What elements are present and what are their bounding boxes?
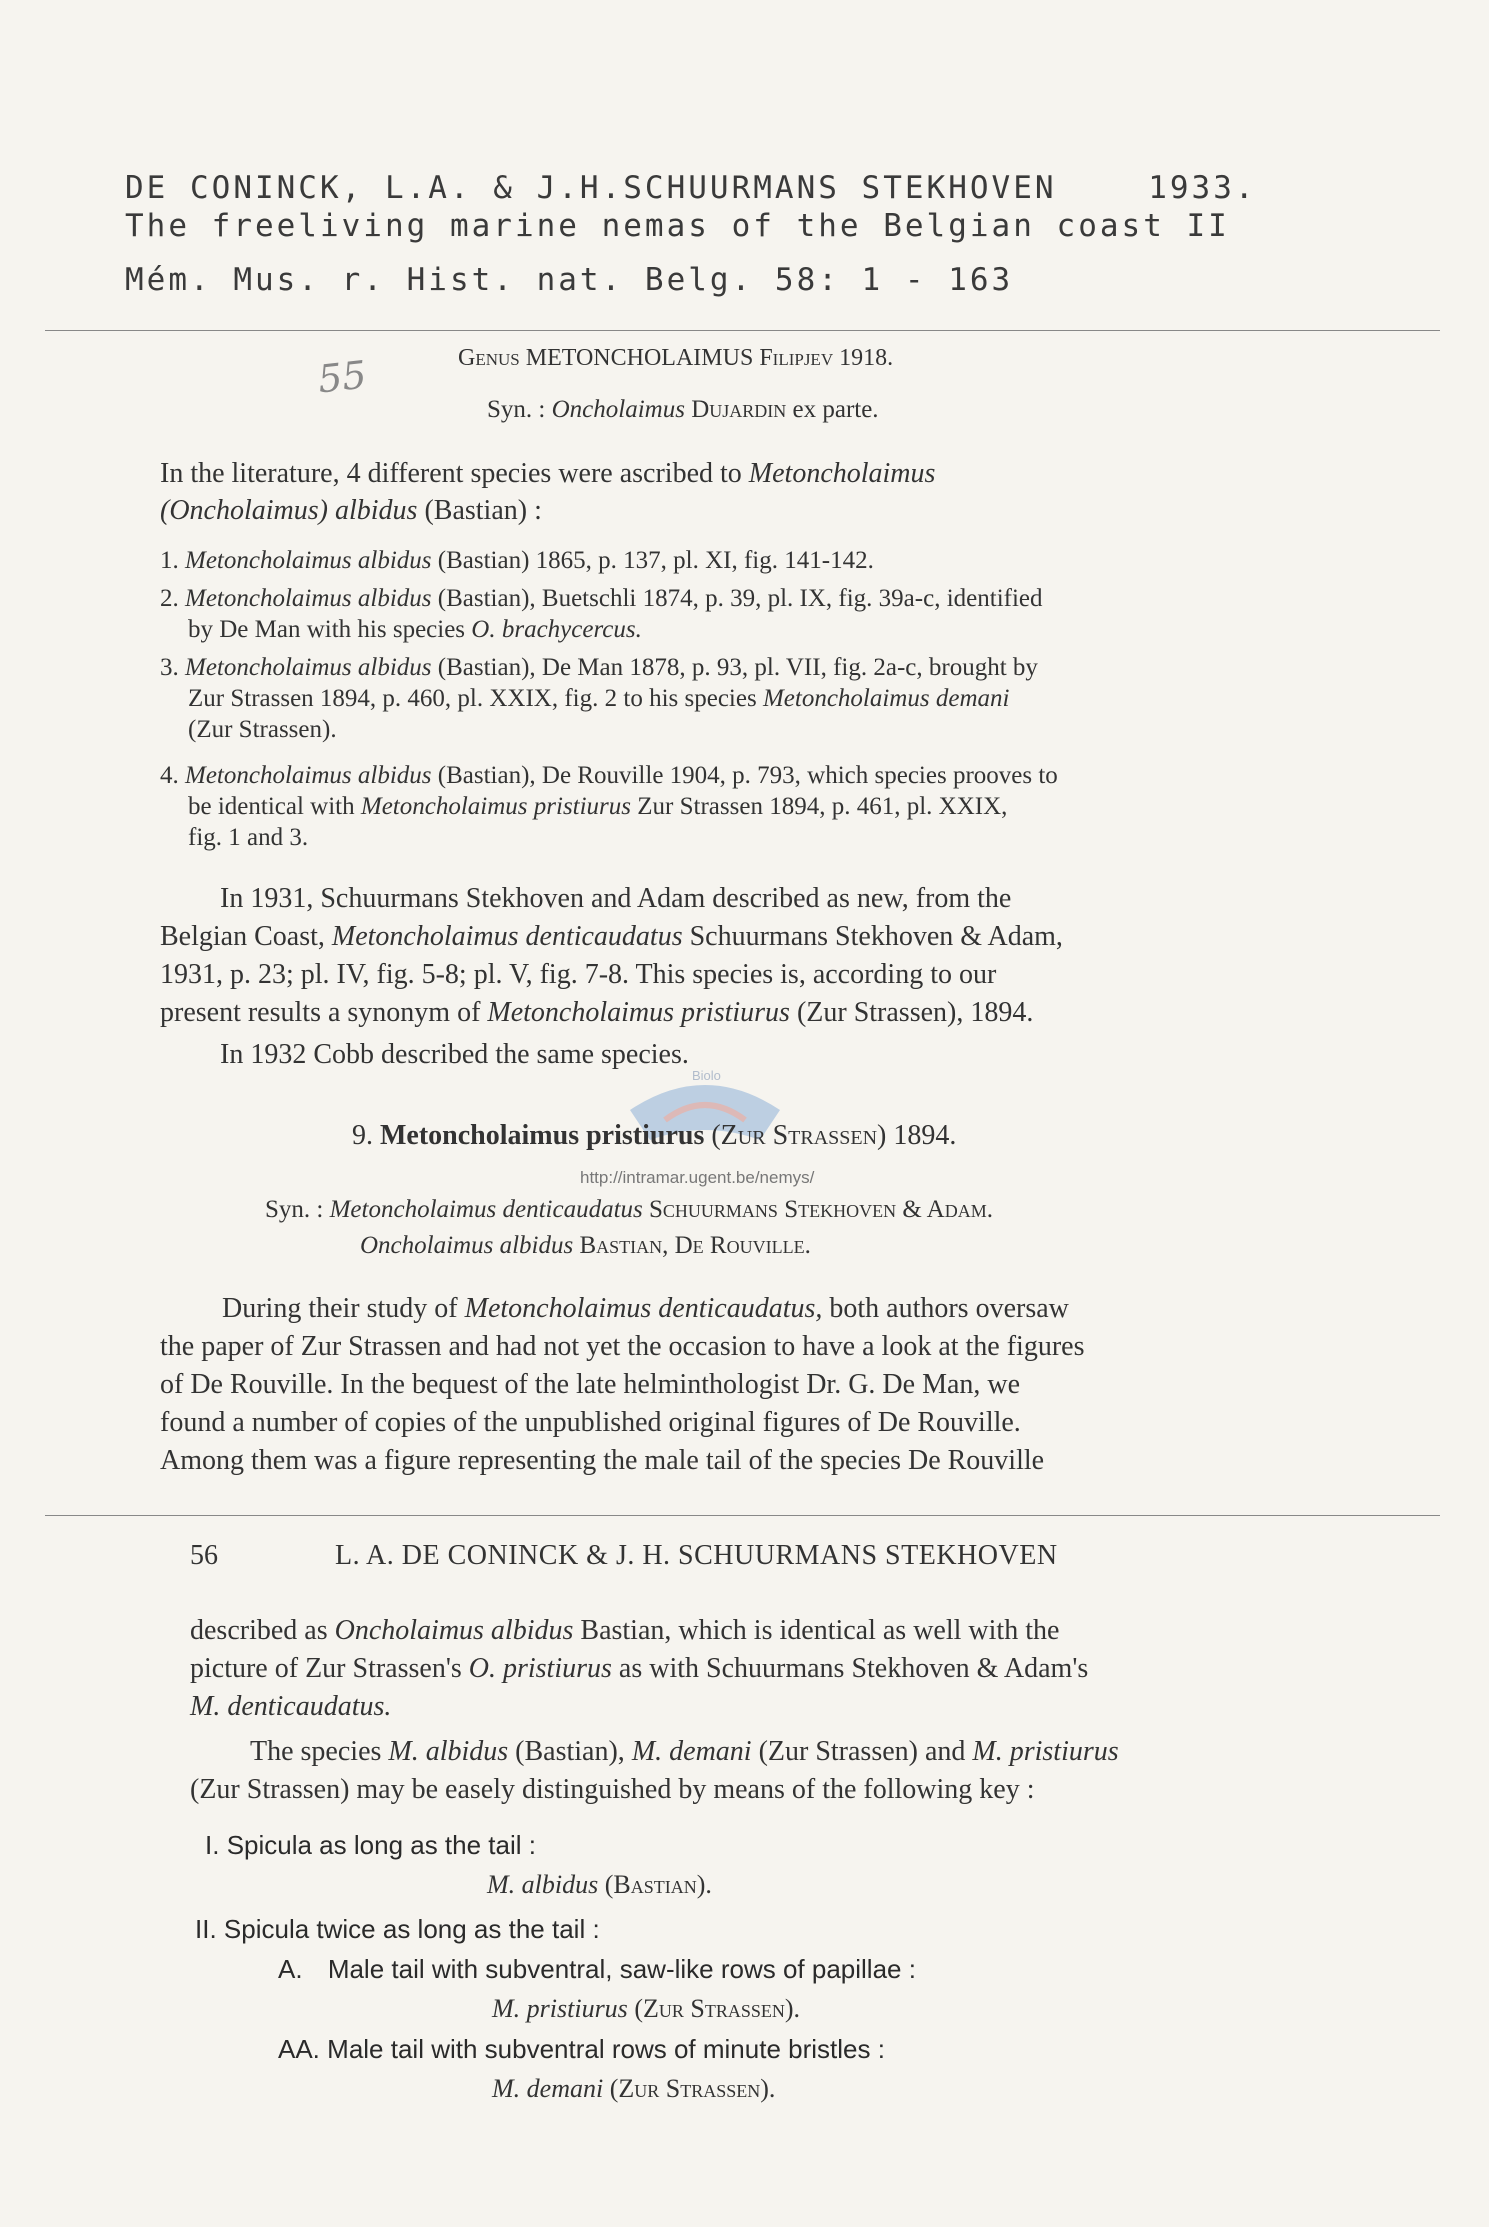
para-text: picture of Zur Strassen's xyxy=(190,1653,462,1684)
list-species: Metoncholaimus albidus xyxy=(185,762,432,789)
genus-prefix: Genus xyxy=(458,345,520,371)
list-number: 4. xyxy=(160,762,179,789)
syn-author: Bastian, De Rouville. xyxy=(579,1232,811,1259)
citation-authors-line xyxy=(125,170,1257,206)
list-item xyxy=(160,652,1038,683)
list-number: 2. xyxy=(160,585,179,612)
list-reference: (Bastian), De Rouville 1904, p. 793, which species prooves to xyxy=(437,762,1058,789)
syn-label: Syn. : xyxy=(487,396,546,423)
key-entry xyxy=(205,1828,536,1862)
intro-text: In the literature, 4 different species were ascribed to xyxy=(160,458,742,489)
list-continuation-species: Metoncholaimus pristiurus xyxy=(360,793,632,820)
para-species: M. denticaudatus. xyxy=(190,1691,392,1722)
genus-heading xyxy=(458,345,893,372)
key-entry xyxy=(278,1952,916,1986)
intro-line-2 xyxy=(160,492,542,530)
list-reference: (Bastian), De Man 1878, p. 93, pl. VII, fig. 2a-c, brought by xyxy=(437,654,1038,681)
syn-author: Dujardin xyxy=(691,396,787,423)
citation-authors: DE CONINCK, L.A. & J.H.SCHUURMANS STEKHOVEN xyxy=(125,170,1057,206)
key-species: M. albidus xyxy=(487,1870,599,1899)
para-text: as with Schuurmans Stekhoven & Adam's xyxy=(618,1653,1089,1684)
key-result xyxy=(492,2072,775,2106)
para-species: M. albidus xyxy=(388,1736,509,1767)
list-item-continuation xyxy=(188,791,1007,822)
list-continuation-species: O. brachycercus. xyxy=(471,616,642,643)
species-synonym-1 xyxy=(265,1196,993,1224)
para-1932: In 1932 Cobb described the same species. xyxy=(220,1039,689,1070)
key-label: A. xyxy=(278,1954,303,1984)
list-continuation-tail: Zur Strassen 1894, p. 461, pl. XXIX, xyxy=(637,793,1008,820)
citation-journal: Mém. Mus. r. Hist. nat. Belg. 58: 1 - 163 xyxy=(125,262,1014,298)
key-author: (Zur Strassen). xyxy=(609,2074,776,2103)
para-1931-line xyxy=(160,994,1033,1032)
list-item-continuation: fig. 1 and 3. xyxy=(188,824,309,851)
para-1931-line: In 1931, Schuurmans Stekhoven and Adam described as new, from the xyxy=(220,883,1012,914)
para-described-line xyxy=(190,1650,1088,1688)
key-label: AA. xyxy=(278,2034,320,2064)
para-text: both authors oversaw xyxy=(829,1293,1069,1324)
species-author: (Zur Strassen) 1894. xyxy=(711,1120,957,1151)
list-item-continuation xyxy=(188,614,642,645)
intro-genus: Metoncholaimus xyxy=(748,458,936,489)
key-result xyxy=(492,1992,800,2026)
syn-species: Oncholaimus xyxy=(551,396,685,423)
para-species: Oncholaimus albidus xyxy=(334,1615,574,1646)
para-text: (Bastian), xyxy=(515,1736,625,1767)
key-text: Male tail with subventral rows of minute bristles : xyxy=(327,2034,885,2064)
para-study-line: of De Rouville. In the bequest of the late helminthologist Dr. G. De Man, we xyxy=(160,1369,1021,1400)
list-number: 1. xyxy=(160,547,179,574)
page-divider xyxy=(45,1515,1440,1516)
key-species: M. demani xyxy=(492,2074,604,2103)
list-item xyxy=(160,760,1058,791)
key-label: I. xyxy=(205,1830,220,1860)
intro-line-1 xyxy=(160,455,1338,493)
species-number: 9. xyxy=(352,1120,373,1151)
para-species: O. pristiurus xyxy=(468,1653,612,1684)
genus-author: Filipjev 1918. xyxy=(759,345,894,371)
para-study-line: the paper of Zur Strassen and had not yet the occasion to have a look at the figures xyxy=(160,1331,1085,1362)
genus-synonym xyxy=(487,396,879,424)
para-species: M. pristiurus xyxy=(972,1736,1119,1767)
para-study-line: found a number of copies of the unpublished original figures of De Rouville. xyxy=(160,1407,1021,1438)
key-result xyxy=(487,1868,712,1902)
para-text: Belgian Coast, xyxy=(160,921,325,952)
key-entry xyxy=(278,2032,885,2066)
key-label: II. xyxy=(195,1914,217,1944)
page-number: 56 xyxy=(190,1540,218,1571)
para-study-line xyxy=(222,1290,1069,1328)
key-author: (Bastian). xyxy=(604,1870,712,1899)
para-1931-line: 1931, p. 23; pl. IV, fig. 5-8; pl. V, fig. 7-8. This species is, according to our xyxy=(160,959,997,990)
list-continuation-species: Metoncholaimus demani xyxy=(762,685,1010,712)
para-text: During their study of xyxy=(222,1293,458,1324)
list-item xyxy=(160,583,1043,614)
para-1931-line xyxy=(160,918,1063,956)
top-divider xyxy=(45,330,1440,331)
watermark-url: http://intramar.ugent.be/nemys/ xyxy=(580,1168,815,1187)
list-continuation-text: by De Man with his species xyxy=(188,616,466,643)
para-described-line xyxy=(190,1612,1059,1650)
para-text: (Zur Strassen), 1894. xyxy=(796,997,1034,1028)
para-species: Metoncholaimus pristiurus xyxy=(487,997,790,1028)
list-species: Metoncholaimus albidus xyxy=(185,585,432,612)
handwritten-page-number: 55 xyxy=(315,352,369,402)
list-reference: (Bastian), Buetschli 1874, p. 39, pl. IX, fig. 39a-c, identified xyxy=(437,585,1043,612)
list-continuation-text: be identical with xyxy=(188,793,355,820)
list-item-continuation: (Zur Strassen). xyxy=(188,716,337,743)
key-text: Male tail with subventral, saw-like rows of papillae : xyxy=(327,1954,916,1984)
syn-species: Metoncholaimus denticaudatus xyxy=(329,1196,643,1223)
para-species: M. demani xyxy=(631,1736,752,1767)
running-head: L. A. DE CONINCK & J. H. SCHUURMANS STEKHOVEN xyxy=(335,1540,1058,1571)
citation-year: 1933. xyxy=(1148,170,1257,206)
key-text: Spicula as long as the tail : xyxy=(226,1830,536,1860)
list-species: Metoncholaimus albidus xyxy=(185,547,432,574)
key-author: (Zur Strassen). xyxy=(634,1994,800,2023)
para-text: Schuurmans Stekhoven & Adam, xyxy=(689,921,1063,952)
list-item-continuation xyxy=(188,683,1009,714)
species-synonym-2 xyxy=(360,1232,811,1260)
species-name: Metoncholaimus pristiurus xyxy=(380,1120,705,1151)
intro-tail: (Bastian) : xyxy=(424,495,542,526)
syn-suffix: ex parte. xyxy=(792,396,879,423)
key-text: Spicula twice as long as the tail : xyxy=(223,1914,600,1944)
list-continuation-text: Zur Strassen 1894, p. 460, pl. XXIX, fig. 2 to his species xyxy=(188,685,757,712)
syn-label: Syn. : xyxy=(265,1196,324,1223)
species-heading xyxy=(352,1120,956,1152)
citation-title: The freeliving marine nemas of the Belgian coast II xyxy=(125,208,1230,244)
para-text: Bastian, which is identical as well with the xyxy=(580,1615,1060,1646)
intro-subgenus: (Oncholaimus) xyxy=(160,495,328,526)
para-text: (Zur Strassen) and xyxy=(758,1736,966,1767)
list-species: Metoncholaimus albidus xyxy=(185,654,432,681)
para-text: present results a synonym of xyxy=(160,997,481,1028)
para-study-line: Among them was a figure representing the male tail of the species De Rouville xyxy=(160,1445,1045,1476)
para-text: described as xyxy=(190,1615,328,1646)
syn-species: Oncholaimus albidus xyxy=(360,1232,574,1259)
logo-text: Biolo xyxy=(692,1068,721,1083)
para-key-line: (Zur Strassen) may be easely distinguished by means of the following key : xyxy=(190,1774,1035,1805)
syn-author: Schuurmans Stekhoven & Adam. xyxy=(649,1196,993,1223)
para-described-line xyxy=(190,1688,391,1726)
list-item xyxy=(160,545,874,576)
para-species: Metoncholaimus denticaudatus xyxy=(331,921,683,952)
intro-species: albidus xyxy=(334,495,418,526)
para-species: Metoncholaimus denticaudatus, xyxy=(464,1293,823,1324)
key-species: M. pristiurus xyxy=(492,1994,628,2023)
para-text: The species xyxy=(250,1736,382,1767)
para-key-line xyxy=(250,1733,1119,1771)
list-number: 3. xyxy=(160,654,179,681)
list-reference: (Bastian) 1865, p. 137, pl. XI, fig. 141-142. xyxy=(437,547,874,574)
key-entry xyxy=(195,1912,600,1946)
genus-name: METONCHOLAIMUS xyxy=(525,345,754,371)
